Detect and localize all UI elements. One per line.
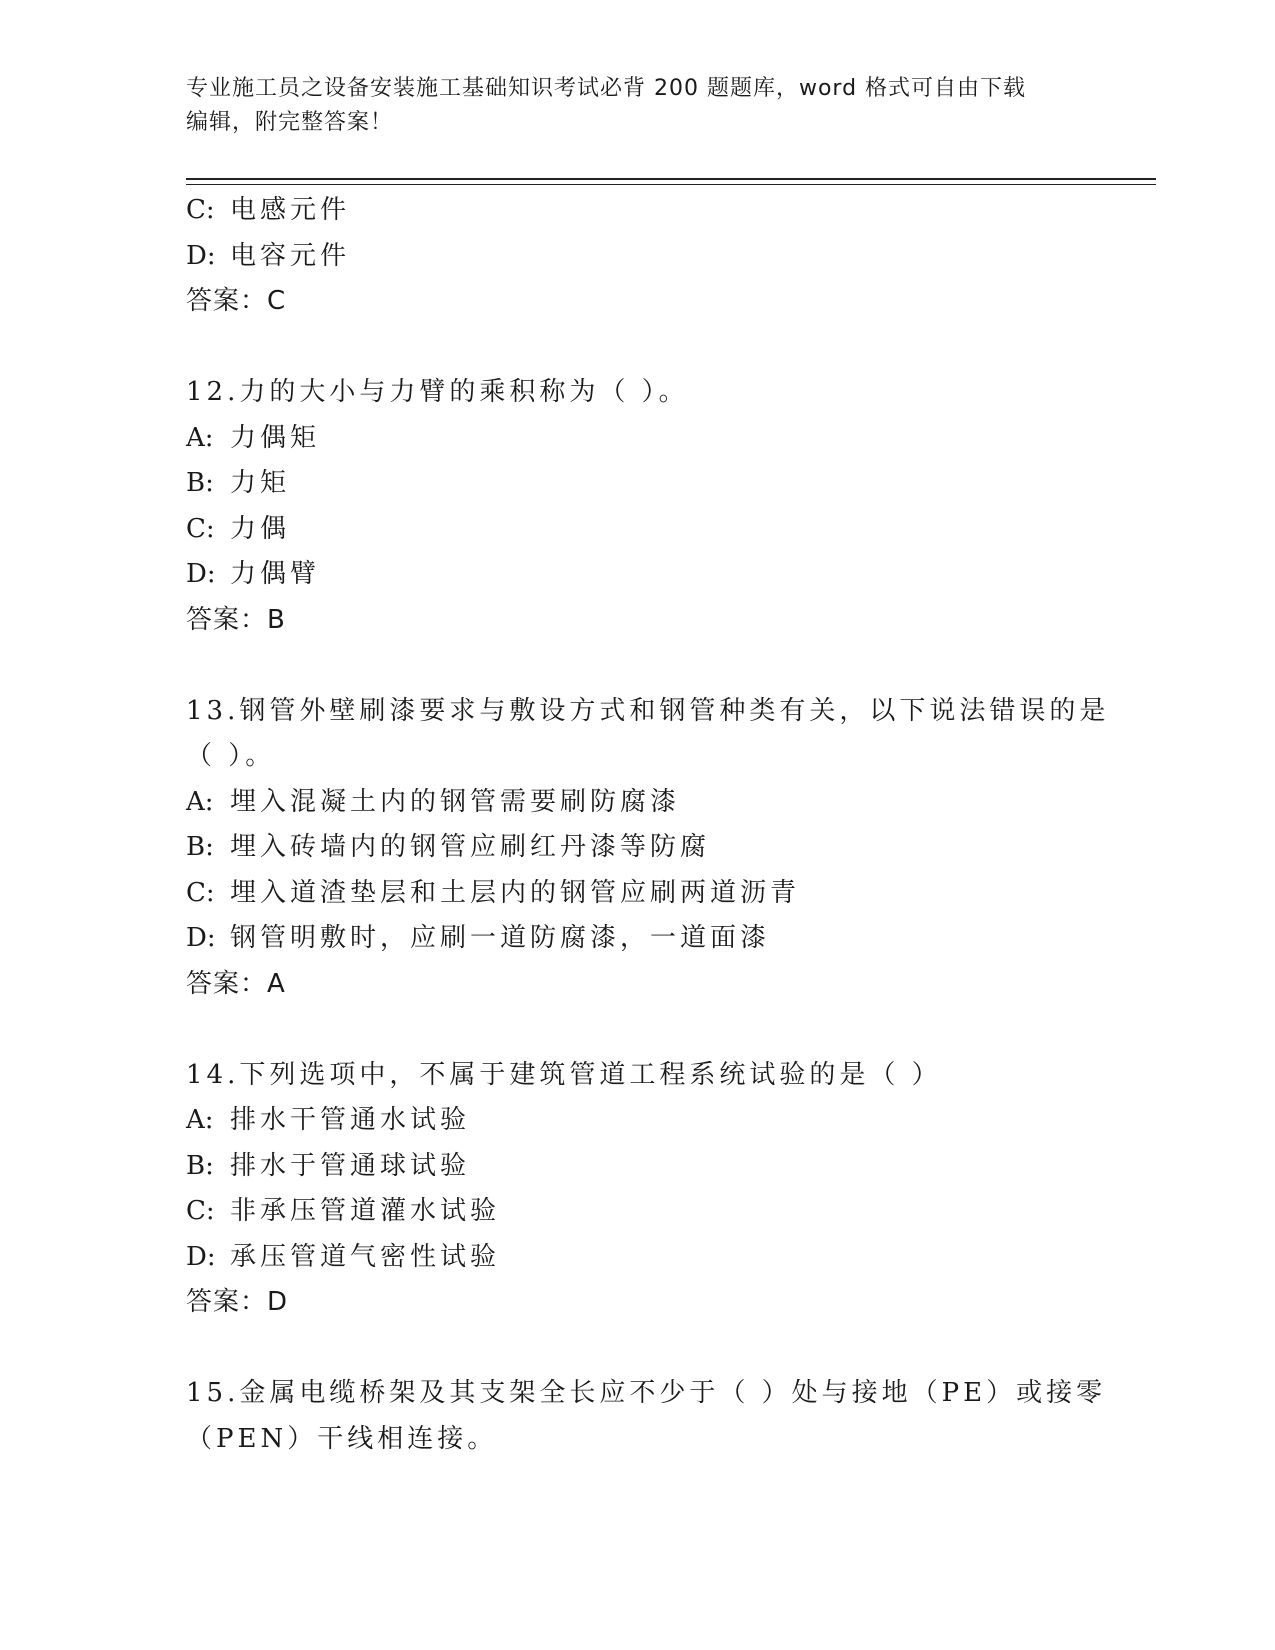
question-text: 14.下列选项中，不属于建筑管道工程系统试验的是（ ） xyxy=(186,1059,942,1090)
option-prefix: B: xyxy=(186,1150,214,1181)
option-prefix: B: xyxy=(186,468,214,498)
option-text: 排水干管通水试验 xyxy=(230,1105,471,1135)
option-prefix: C: xyxy=(186,1196,215,1226)
option-row xyxy=(186,188,1086,234)
header-divider-thin xyxy=(186,184,1156,185)
option-row xyxy=(186,552,1086,598)
option-row xyxy=(186,1144,1086,1190)
option-row xyxy=(186,1235,1086,1281)
option-prefix: D: xyxy=(186,1241,216,1272)
question-text: 12.力的大小与力臂的乘积称为（ ）。 xyxy=(186,377,689,407)
answer-line: 答案：C xyxy=(186,286,287,316)
spacer xyxy=(186,643,1086,689)
spacer xyxy=(186,1007,1086,1053)
option-text: 力矩 xyxy=(230,468,291,498)
question-15 xyxy=(186,1371,1107,1462)
option-row xyxy=(186,507,1086,553)
answer-line: 答案：B xyxy=(186,604,286,635)
option-text: 力偶矩 xyxy=(230,422,321,453)
option-prefix: D: xyxy=(186,923,216,953)
option-prefix: C: xyxy=(186,877,215,908)
spacer xyxy=(186,1326,1086,1372)
option-row xyxy=(186,1098,1086,1144)
option-row xyxy=(186,461,1086,507)
answer-line: 答案：D xyxy=(186,1287,289,1317)
option-prefix: B: xyxy=(186,832,214,862)
option-row xyxy=(186,234,1086,280)
question-text: 13.钢管外壁刷漆要求与敷设方式和钢管种类有关，以下说法错误的是 xyxy=(186,695,1110,726)
option-row xyxy=(186,825,1086,871)
header-divider-thick xyxy=(186,178,1156,180)
option-prefix: C: xyxy=(186,513,215,544)
option-text: 力偶 xyxy=(230,513,291,544)
answer-line: 答案：A xyxy=(186,968,286,999)
option-row xyxy=(186,916,1086,962)
document-header xyxy=(186,72,1086,140)
option-text: 非承压管道灌水试验 xyxy=(230,1196,501,1226)
option-text: 电感元件 xyxy=(230,195,351,225)
header-line-2: 编辑，附完整答案！ xyxy=(186,110,394,135)
option-prefix: D: xyxy=(186,559,216,589)
option-text: 承压管道气密性试验 xyxy=(230,1241,501,1272)
option-row xyxy=(186,871,1086,917)
option-text: 电容元件 xyxy=(230,240,351,271)
option-prefix: A: xyxy=(186,422,214,453)
option-text: 埋入混凝土内的钢管需要刷防腐漆 xyxy=(230,786,681,817)
option-text: 埋入道渣垫层和土层内的钢管应刷两道沥青 xyxy=(230,877,801,908)
option-text: 钢管明敷时，应刷一道防腐漆，一道面漆 xyxy=(230,923,771,953)
question-list xyxy=(186,188,1110,1462)
option-text: 力偶臂 xyxy=(230,559,321,589)
question-text-continued: （PEN）干线相连接。 xyxy=(186,1423,498,1454)
header-line-1: 专业施工员之设备安装施工基础知识考试必背 200 题题库，word 格式可自由下载 xyxy=(186,76,1027,101)
option-text: 埋入砖墙内的钢管应刷红丹漆等防腐 xyxy=(230,832,711,862)
option-row xyxy=(186,780,1086,826)
option-row xyxy=(186,1189,1086,1235)
spacer xyxy=(186,325,1086,371)
question-12 xyxy=(186,370,1086,643)
question-14 xyxy=(186,1053,1086,1326)
option-prefix: C: xyxy=(186,195,215,225)
option-row xyxy=(186,416,1086,462)
question-text-continued: （ ）。 xyxy=(186,741,276,771)
option-text: 排水于管通球试验 xyxy=(230,1150,471,1181)
option-prefix: D: xyxy=(186,240,216,271)
option-prefix: A: xyxy=(186,1105,214,1135)
question-text: 15.金属电缆桥架及其支架全长应不少于（ ）处与接地（PE）或接零 xyxy=(186,1378,1107,1408)
question-11-continued xyxy=(186,188,1086,325)
option-prefix: A: xyxy=(186,786,214,817)
question-13 xyxy=(186,689,1110,1008)
